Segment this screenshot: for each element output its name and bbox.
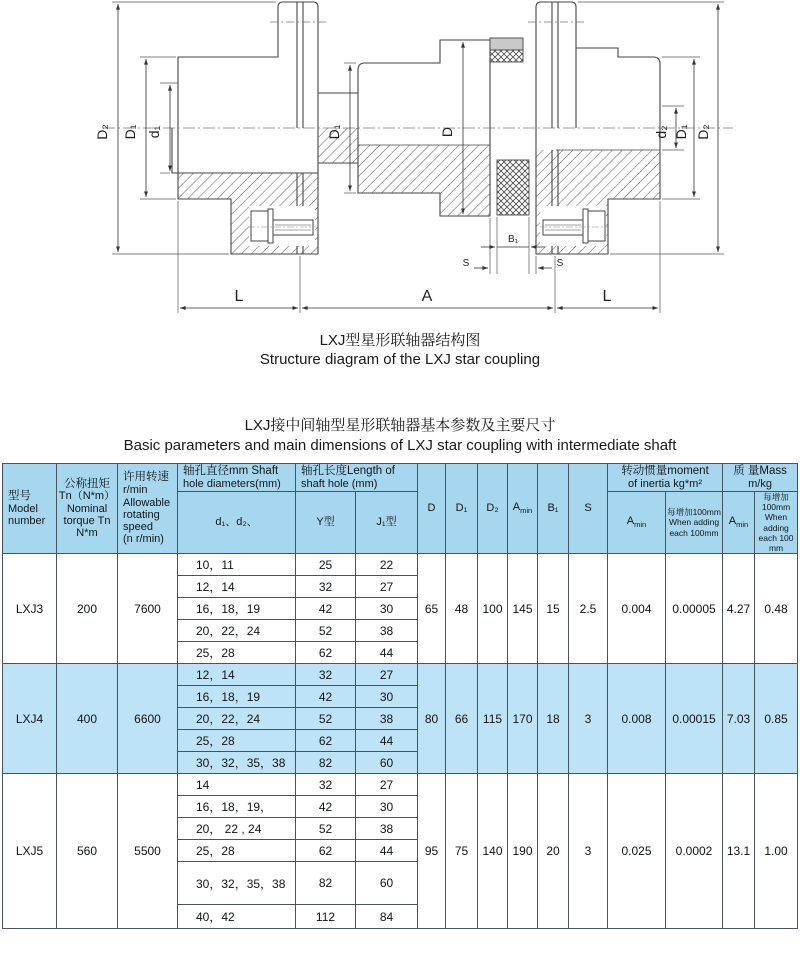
mass-amin-cell: 4.27 xyxy=(723,554,755,664)
mass-amin-cell: 13.1 xyxy=(723,774,755,929)
dia-cell: 20，22，24 xyxy=(178,620,296,642)
speed-cell: 5500 xyxy=(118,774,178,929)
j1-cell: 44 xyxy=(356,730,418,752)
col-header-shaft-hole-length: 轴孔长度Length of shaft hole (mm) xyxy=(296,464,418,492)
dia-cell: 16，18，19， xyxy=(178,796,296,818)
dia-cell: 12，14 xyxy=(178,576,296,598)
dim-label-d-center: D xyxy=(439,126,455,138)
diagram-caption-zh: LXJ型星形联轴器结构图 xyxy=(319,332,481,349)
subheader-y-type: Y型 xyxy=(296,492,356,554)
j1-cell: 27 xyxy=(356,576,418,598)
col-header-amin: $A_{min}$ xyxy=(508,464,538,554)
d-cell: 65 xyxy=(418,554,446,664)
j1-cell: 22 xyxy=(356,554,418,576)
d2-cell: 115 xyxy=(478,664,508,774)
dia-cell: 20，22，24 xyxy=(178,708,296,730)
b1-cell: 15 xyxy=(538,554,569,664)
y-cell: 32 xyxy=(296,576,356,598)
j1-cell: 44 xyxy=(356,642,418,664)
j1-cell: 30 xyxy=(356,796,418,818)
j1-cell: 38 xyxy=(356,818,418,840)
y-cell: 52 xyxy=(296,818,356,840)
inertia-per100-cell: 0.0002 xyxy=(666,774,723,929)
dim-label-d1-outer-left: D₁ xyxy=(122,124,138,140)
y-cell: 25 xyxy=(296,554,356,576)
y-cell: 52 xyxy=(296,708,356,730)
d-cell: 80 xyxy=(418,664,446,774)
mass-per100-cell: 1.00 xyxy=(755,774,798,929)
inertia-per100-cell: 0.00015 xyxy=(666,664,723,774)
torque-cell: 400 xyxy=(57,664,118,774)
y-cell: 42 xyxy=(296,598,356,620)
torque-cell: 560 xyxy=(57,774,118,929)
dim-label-l-left: L xyxy=(234,288,244,305)
y-cell: 32 xyxy=(296,664,356,686)
j1-cell: 44 xyxy=(356,840,418,862)
col-header-b1: B₁ xyxy=(538,464,569,554)
d1-cell: 66 xyxy=(446,664,478,774)
j1-cell: 30 xyxy=(356,598,418,620)
speed-cell: 6600 xyxy=(118,664,178,774)
y-cell: 32 xyxy=(296,774,356,796)
col-header-d: D xyxy=(418,464,446,554)
col-header-s: S xyxy=(569,464,608,554)
dia-cell: 25，28 xyxy=(178,840,296,862)
j1-cell: 27 xyxy=(356,664,418,686)
dim-label-b1: B₁ xyxy=(507,234,519,245)
subheader-mass-per100: 每增加100mm When adding each 100 mm xyxy=(755,492,798,554)
y-cell: 42 xyxy=(296,686,356,708)
amin-cell: 190 xyxy=(508,774,538,929)
col-header-d2: D₂ xyxy=(478,464,508,554)
subheader-inertia-per100: 每增加100mm When adding each 100mm xyxy=(666,492,723,554)
dim-label-d1-bore-left: d₁ xyxy=(146,125,162,139)
structure-diagram xyxy=(0,0,800,322)
bolt-right xyxy=(540,206,608,246)
speed-cell: 7600 xyxy=(118,554,178,664)
col-header-speed: 许用转速 r/min Allowable rotating speed (n r/min) xyxy=(118,464,178,554)
dim-label-l-right: L xyxy=(602,288,612,305)
y-cell: 82 xyxy=(296,752,356,774)
dia-cell: 40，42 xyxy=(178,905,296,929)
d2-cell: 140 xyxy=(478,774,508,929)
parameters-table-wrap xyxy=(2,463,798,929)
j1-cell: 38 xyxy=(356,620,418,642)
y-cell: 62 xyxy=(296,730,356,752)
col-header-inertia: 转动惯量moment of inertia kg*m² xyxy=(608,464,723,492)
dia-cell: 12，14 xyxy=(178,664,296,686)
s-cell: 3 xyxy=(569,664,608,774)
y-cell: 42 xyxy=(296,796,356,818)
table-title-en: Basic parameters and main dimensions of LXJ star coupling with intermediate shaft xyxy=(123,437,677,454)
j1-cell: 27 xyxy=(356,774,418,796)
mass-per100-cell: 0.85 xyxy=(755,664,798,774)
inertia-amin-cell: 0.025 xyxy=(608,774,666,929)
diagram-caption-en: Structure diagram of the LXJ star coupling xyxy=(259,351,541,368)
d2-cell: 100 xyxy=(478,554,508,664)
mass-amin-cell: 7.03 xyxy=(723,664,755,774)
j1-cell: 38 xyxy=(356,708,418,730)
amin-cell: 170 xyxy=(508,664,538,774)
table-row xyxy=(3,774,798,796)
b1-cell: 20 xyxy=(538,774,569,929)
j1-cell: 60 xyxy=(356,862,418,905)
dim-label-a: A xyxy=(421,288,433,305)
s-cell: 3 xyxy=(569,774,608,929)
col-header-mass: 质 量Mass m/kg xyxy=(723,464,798,492)
table-header xyxy=(3,464,798,554)
subheader-j1-type: J₁型 xyxy=(356,492,418,554)
subheader-d1-d2: d₁、d₂、 xyxy=(178,492,296,554)
d-cell: 95 xyxy=(418,774,446,929)
dia-cell: 20， 22 , 24 xyxy=(178,818,296,840)
y-cell: 52 xyxy=(296,620,356,642)
col-header-d1: D₁ xyxy=(446,464,478,554)
dia-cell: 25，28 xyxy=(178,642,296,664)
b1-cell: 18 xyxy=(538,664,569,774)
col-header-torque: 公称扭矩 Tn（N*m） Nominal torque Tn N*m xyxy=(57,464,118,554)
amin-cell: 145 xyxy=(508,554,538,664)
dia-cell: 10，11 xyxy=(178,554,296,576)
col-header-model: 型号 Model number xyxy=(3,464,57,554)
table-row xyxy=(3,664,798,686)
torque-cell: 200 xyxy=(57,554,118,664)
y-cell: 82 xyxy=(296,862,356,905)
y-cell: 112 xyxy=(296,905,356,929)
model-cell: LXJ4 xyxy=(3,664,57,774)
dia-cell: 30，32，35，38 xyxy=(178,752,296,774)
s-cell: 2.5 xyxy=(569,554,608,664)
dim-label-d2-outer-right: D₂ xyxy=(695,124,711,140)
inertia-amin-cell: 0.008 xyxy=(608,664,666,774)
dim-label-s-left: S xyxy=(462,258,470,269)
j1-cell: 30 xyxy=(356,686,418,708)
col-header-shaft-hole-diameter: 轴孔直径mm Shaft hole diameters(mm) xyxy=(178,464,296,492)
header-row-1 xyxy=(3,464,798,492)
subheader-mass-amin: $A_{min}$ xyxy=(723,492,755,554)
inertia-per100-cell: 0.00005 xyxy=(666,554,723,664)
dim-label-d1-outer-right: D₁ xyxy=(673,124,689,140)
model-cell: LXJ3 xyxy=(3,554,57,664)
inertia-amin-cell: 0.004 xyxy=(608,554,666,664)
parameters-table xyxy=(2,463,798,929)
dim-label-d1-mid: D₁ xyxy=(326,124,342,140)
star-element xyxy=(490,38,529,215)
dim-label-s-right: S xyxy=(556,258,564,269)
y-cell: 62 xyxy=(296,840,356,862)
subheader-inertia-amin: $A_{min}$ xyxy=(608,492,666,554)
j1-cell: 84 xyxy=(356,905,418,929)
table-title-zh: LXJ接中间轴型星形联轴器基本参数及主要尺寸 xyxy=(244,417,556,434)
dia-cell: 16，18，19 xyxy=(178,598,296,620)
bolt-left xyxy=(248,206,316,246)
model-cell: LXJ5 xyxy=(3,774,57,929)
j1-cell: 60 xyxy=(356,752,418,774)
dia-cell: 16，18，19 xyxy=(178,686,296,708)
dia-cell: 25，28 xyxy=(178,730,296,752)
d1-cell: 48 xyxy=(446,554,478,664)
dim-label-d2-bore-right: d₂ xyxy=(653,125,669,139)
dia-cell: 14 xyxy=(178,774,296,796)
mass-per100-cell: 0.48 xyxy=(755,554,798,664)
dia-cell: 30，32，35，38 xyxy=(178,862,296,905)
table-row xyxy=(3,554,798,576)
d1-cell: 75 xyxy=(446,774,478,929)
dim-label-d2-outer-left: D₂ xyxy=(94,124,110,140)
y-cell: 62 xyxy=(296,642,356,664)
